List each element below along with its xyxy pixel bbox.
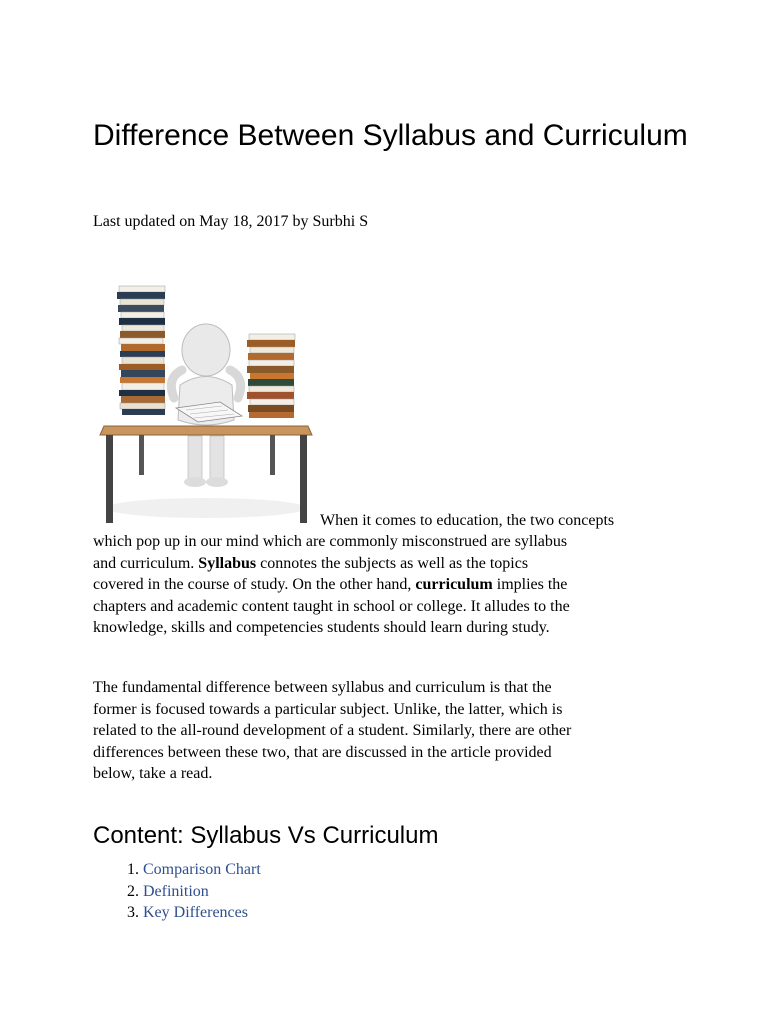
curriculum-term: curriculum [415, 576, 493, 593]
contents-heading: Content: Syllabus Vs Curriculum [93, 822, 439, 849]
intro-line: and curriculum. Syllabus connotes the subjects as well as the topics [93, 554, 529, 572]
article-title: Difference Between Syllabus and Curriculum [93, 119, 688, 152]
contents-link-comparison-chart[interactable]: Comparison Chart [143, 861, 261, 878]
summary-line: related to the all-round development of a student. Similarly, there are other [93, 722, 572, 739]
intro-line: which pop up in our mind which are commonly misconstrued are syllabus [93, 533, 568, 550]
summary-paragraph [93, 677, 683, 785]
intro-paragraph [93, 531, 683, 639]
contents-item [93, 881, 261, 903]
contents-list [93, 859, 261, 924]
intro-line: knowledge, skills and competencies students should learn during study. [93, 619, 550, 636]
contents-link-key-differences[interactable]: Key Differences [143, 904, 248, 921]
summary-line: differences between these two, that are discussed in the article provided [93, 743, 552, 761]
summary-line: former is focused towards a particular subject. Unlike, the latter, which is [93, 700, 563, 718]
contents-item-number: 1. [127, 861, 139, 878]
syllabus-term: Syllabus [198, 554, 257, 572]
contents-item-number: 2. [127, 882, 139, 900]
intro-paragraph-first-line: When it comes to education, the two concepts [320, 512, 615, 529]
contents-item [93, 902, 261, 924]
contents-link-definition[interactable]: Definition [143, 882, 209, 900]
summary-line: The fundamental difference between syllabus and curriculum is that the [93, 679, 552, 696]
contents-item-number: 3. [127, 904, 139, 921]
stressed-person-at-desk-with-books-illustration [94, 280, 319, 526]
intro-line: covered in the course of study. On the other hand, curriculum implies the [93, 576, 568, 593]
article-byline: Last updated on May 18, 2017 by Surbhi S [93, 213, 369, 230]
intro-line: chapters and academic content taught in school or college. It alludes to the [93, 597, 570, 615]
summary-line: below, take a read. [93, 765, 213, 782]
contents-item [93, 859, 261, 881]
